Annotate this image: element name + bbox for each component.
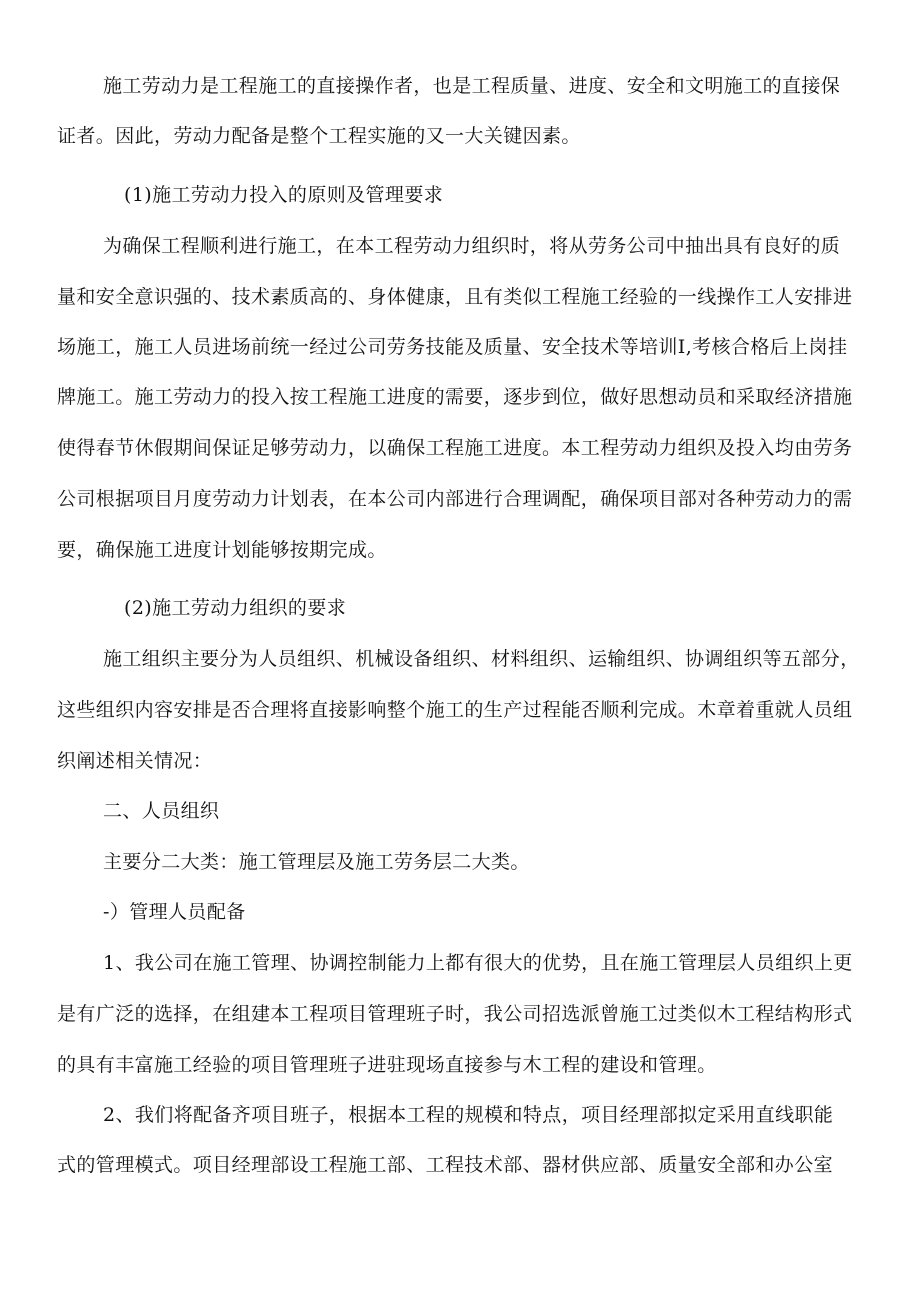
item-1-line-1: 1、我公司在施工管理、协调控制能力上都有很大的优势，且在施工管理层人员组织上更 xyxy=(103,952,853,974)
paragraph-2-line-6: 公司根据项目月度劳动力计划表，在本公司内部进行合理调配，确保项目部对各种劳动力的需 xyxy=(57,488,853,510)
paragraph-3-line-3: 织阐述相关情况： xyxy=(57,750,213,772)
paragraph-2-line-3: 场施工，施工人员进场前统一经过公司劳务技能及质量、安全技术等培训I,考核合格后上岗挂 xyxy=(57,336,848,358)
paragraph-2-line-2: 量和安全意识强的、技术素质高的、身体健康，且有类似工程施工经验的一线操作工人安排进 xyxy=(57,286,853,308)
paragraph-1-line-1: 施工劳动力是工程施工的直接操作者，也是工程质量、进度、安全和文明施工的直接保 xyxy=(103,75,841,97)
subheading-management-staffing: -）管理人员配备 xyxy=(103,901,246,923)
paragraph-2-line-5: 使得春节休假期间保证足够劳动力，以确保工程施工进度。本工程劳动力组织及投入均由劳务 xyxy=(57,437,853,459)
paragraph-4: 主要分二大类：施工管理层及施工劳务层二大类。 xyxy=(103,851,530,873)
paragraph-3-line-2: 这些组织内容安排是否合理将直接影响整个施工的生产过程能否顺利完成。木章着重就人员组 xyxy=(57,699,853,721)
paragraph-2-line-7: 要，确保施工进度计划能够按期完成。 xyxy=(57,539,387,561)
paragraph-2-line-1: 为确保工程顺利进行施工，在本工程劳动力组织时，将从劳务公司中抽出具有良好的质 xyxy=(103,235,841,257)
item-1-line-3: 的具有丰富施工经验的项目管理班子进驻现场直接参与木工程的建设和管理。 xyxy=(57,1054,717,1076)
item-2-line-2: 式的管理模式。项目经理部设工程施工部、工程技术部、器材供应部、质量安全部和办公室 xyxy=(57,1154,834,1176)
section-heading-1: (1)施工劳动力投入的原则及管理要求 xyxy=(124,184,444,206)
item-1-line-2: 是有广泛的选择，在组建本工程项目管理班子时，我公司招选派曾施工过类似木工程结构形式 xyxy=(57,1003,853,1025)
paragraph-1-line-2: 证者。因此，劳动力配备是整个工程实施的又一大关键因素。 xyxy=(57,125,581,147)
section-heading-2: (2)施工劳动力组织的要求 xyxy=(124,597,347,619)
paragraph-3-line-1: 施工组织主要分为人员组织、机械设备组织、材料组织、运输组织、协调组织等五部分， xyxy=(103,648,860,670)
item-2-line-1: 2、我们将配备齐项目班子，根据本工程的规模和特点，项目经理部拟定采用直线职能 xyxy=(103,1104,834,1126)
section-heading-personnel: 二、人员组织 xyxy=(103,800,220,822)
paragraph-2-line-4: 牌施工。施工劳动力的投入按工程施工进度的需要，逐步到位，做好思想动员和采取经济措施 xyxy=(57,386,853,408)
